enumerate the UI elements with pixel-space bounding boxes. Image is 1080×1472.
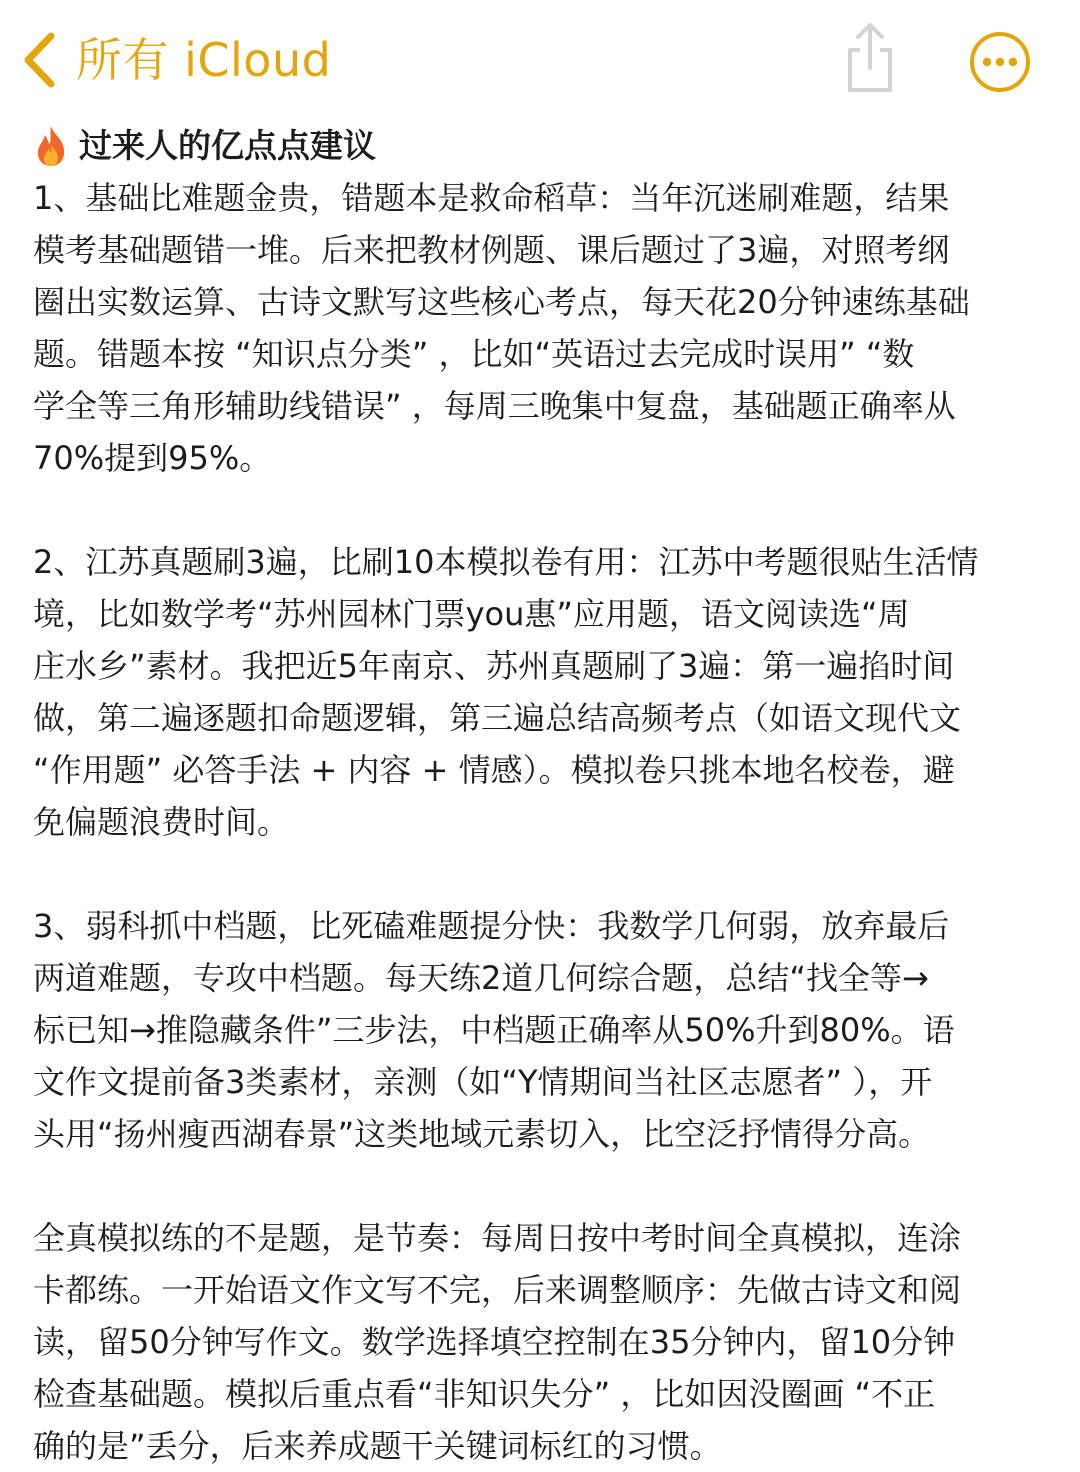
paragraph-4 [33,1212,1053,1472]
text-line: 70%提到95%。 [33,439,272,477]
text-line: 确的是”丢分，后来养成题干关键词标红的习惯。 [33,1427,722,1465]
text-line: 卡都练。一开始语文作文写不完，后来调整顺序：先做古诗文和阅 [33,1271,962,1309]
paragraph-3 [33,900,1053,1160]
text-line: 2、江苏真题刷3遍，比刷10本模拟卷有用：江苏中考题很贴生活情 [33,543,979,581]
share-button[interactable] [838,20,902,96]
text-line: 全真模拟练的不是题，是节奏：每周日按中考时间全真模拟，连涂 [33,1219,962,1257]
text-line: 题。错题本按 “知识点分类” ，比如“英语过去完成时误用” “数 [33,335,915,373]
note-body[interactable] [33,120,1053,1472]
text-line: 模考基础题错一堆。后来把教材例题、课后题过了3遍，对照考纲 [33,231,950,269]
share-icon [838,81,902,100]
text-line: 免偏题浪费时间。 [33,803,290,841]
text-line: 3、弱科抓中档题，比死磕难题提分快：我数学几何弱，放弃最后 [33,907,950,945]
note-title: 过来人的亿点点建议 [79,126,376,165]
back-button[interactable] [22,28,331,92]
navigation-bar [0,0,1080,118]
paragraph-1 [33,172,1053,484]
back-label: 所有 iCloud [76,33,332,87]
blank-line [33,484,1053,536]
blank-line [33,848,1053,900]
text-line: 头用“扬州瘦西湖春景”这类地域元素切入，比空泛抒情得分高。 [33,1115,931,1153]
blank-line [33,1160,1053,1212]
fire-icon [33,124,69,168]
note-title-row [33,120,1053,172]
text-line: “作用题” 必答手法 + 内容 + 情感）。模拟卷只挑本地名校卷，避 [33,751,955,789]
text-line: 检查基础题。模拟后重点看“非知识失分” ，比如因没圈画 “不正 [33,1375,936,1413]
chevron-left-icon [22,31,56,89]
text-line: 读，留50分钟写作文。数学选择填空控制在35分钟内，留10分钟 [33,1323,956,1361]
text-line: 境，比如数学考“苏州园林门票you惠”应用题，语文阅读选“周 [33,595,910,633]
text-line: 学全等三角形辅助线错误” ，每周三晚集中复盘，基础题正确率从 [33,387,956,425]
text-line: 1、基础比难题金贵，错题本是救命稻草：当年沉迷刷难题，结果 [33,179,950,217]
text-line: 庄水乡”素材。我把近5年南京、苏州真题刷了3遍：第一遍掐时间 [33,647,955,685]
text-line: 圈出实数运算、古诗文默写这些核心考点，每天花20分钟速练基础 [33,283,970,321]
more-icon [968,79,1032,98]
more-button[interactable] [968,30,1032,94]
text-line: 标已知→推隐藏条件”三步法，中档题正确率从50%升到80%。语 [33,1011,955,1049]
text-line: 两道难题，专攻中档题。每天练2道几何综合题，总结“找全等→ [33,959,929,997]
text-line: 文作文提前备3类素材，亲测（如“Y情期间当社区志愿者” ），开 [33,1063,933,1101]
paragraph-2 [33,536,1053,848]
text-line: 做，第二遍逐题扣命题逻辑，第三遍总结高频考点（如语文现代文 [33,699,962,737]
